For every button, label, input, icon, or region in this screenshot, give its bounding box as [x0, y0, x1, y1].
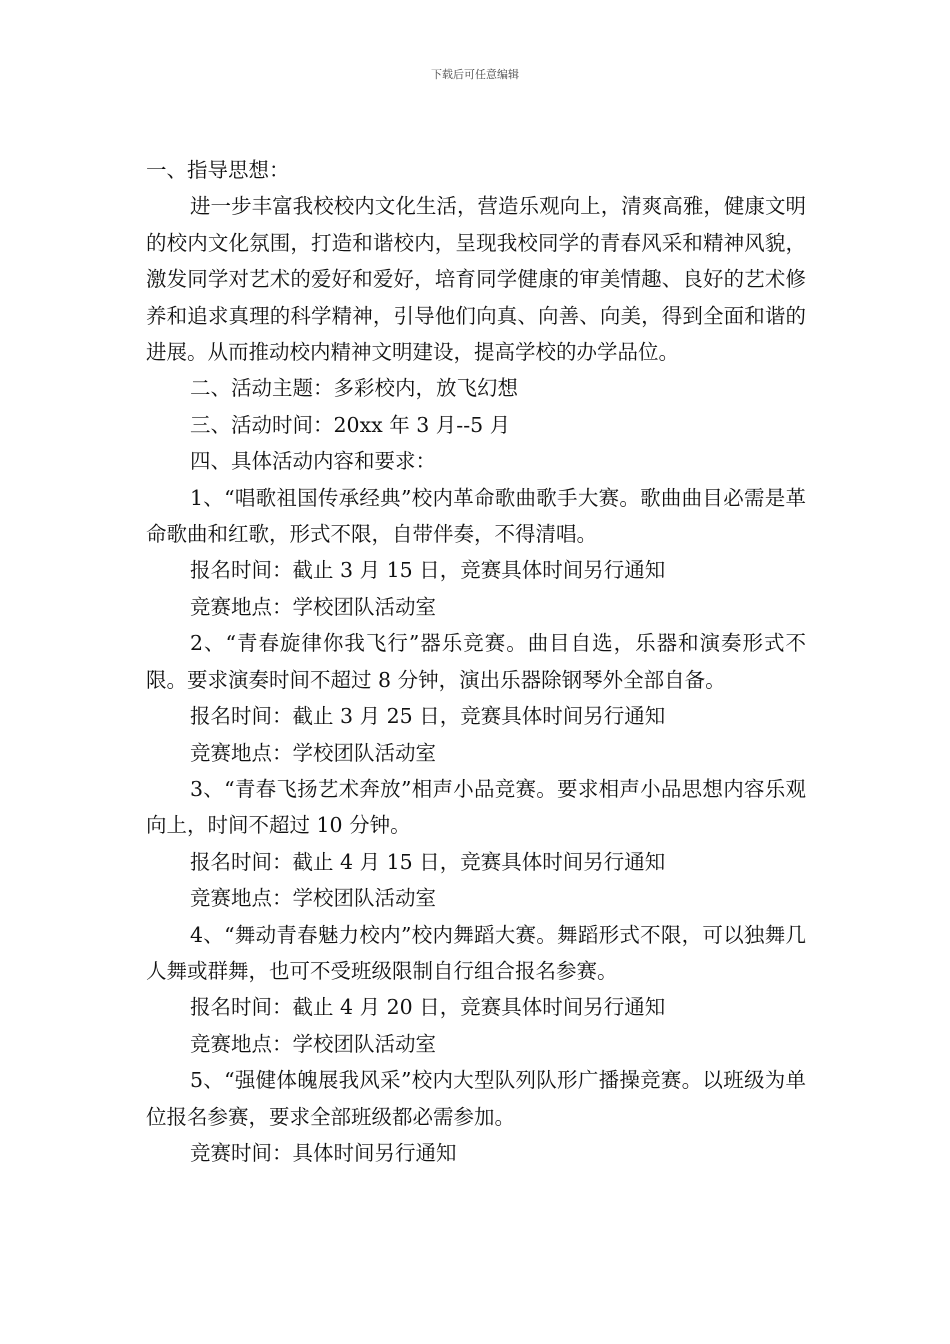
item-1-venue: 竞赛地点：学校团队活动室 [190, 594, 436, 619]
item-3-signup-time: 报名时间：截止 4 月 15 日，竞赛具体时间另行通知 [190, 849, 666, 874]
item-5-exercise-contest: 5、“强健体魄展我风采”校内大型队列队形广播操竞赛。以班级为单位报名参赛，要求全部班级都必需参加。 [146, 1068, 806, 1129]
page-header-note: 下载后可任意编辑 [431, 68, 519, 81]
section-heading-guiding-thought: 一、指导思想： [146, 158, 290, 182]
item-1-signup-time: 报名时间：截止 3 月 15 日，竞赛具体时间另行通知 [190, 558, 666, 583]
item-1-singing-contest: 1、“唱歌祖国传承经典”校内革命歌曲歌手大赛。歌曲曲目必需是革命歌曲和红歌，形式不限，自带伴奏，不得清唱。 [146, 485, 806, 547]
section-heading-content: 四、具体活动内容和要求： [190, 449, 436, 474]
item-4-dance-contest: 4、“舞动青春魅力校内”校内舞蹈大赛。舞蹈形式不限，可以独舞几人舞或群舞，也可不受班级限制自行组合报名参赛。 [146, 922, 806, 983]
item-2-instrument-contest: 2、“青春旋律你我飞行”器乐竞赛。曲目自选，乐器和演奏形式不限。要求演奏时间不超过 8 分钟，演出乐器除钢琴外全部自备。 [146, 631, 806, 692]
document-body [146, 152, 806, 1171]
item-4-signup-time: 报名时间：截止 4 月 20 日，竞赛具体时间另行通知 [190, 995, 666, 1020]
item-4-venue: 竞赛地点：学校团队活动室 [190, 1031, 436, 1056]
item-3-venue: 竞赛地点：学校团队活动室 [190, 886, 436, 911]
item-5-contest-time: 竞赛时间：具体时间另行通知 [190, 1140, 457, 1165]
item-2-venue: 竞赛地点：学校团队活动室 [190, 740, 436, 765]
paragraph-guiding-thought: 进一步丰富我校校内文化生活，营造乐观向上，清爽高雅，健康文明的校内文化氛围，打造和谐校内，呈现我校同学的青春风采和精神风貌，激发同学对艺术的爱好和爱好，培育同学健康的审美情趣、良好的艺术修养和追求真理的科学精神，引导他们向真、向善、向美，得到全面和谐的进展。从而推动校内精神文明建设，提高学校的办学品位。 [146, 194, 806, 365]
item-2-signup-time: 报名时间：截止 3 月 25 日，竞赛具体时间另行通知 [190, 704, 666, 729]
section-heading-time: 三、活动时间：20xx 年 3 月--5 月 [190, 412, 511, 437]
section-heading-theme: 二、活动主题：多彩校内，放飞幻想 [190, 376, 518, 401]
item-3-comedy-contest: 3、“青春飞扬艺术奔放”相声小品竞赛。要求相声小品思想内容乐观向上，时间不超过 10 分钟。 [146, 776, 806, 838]
